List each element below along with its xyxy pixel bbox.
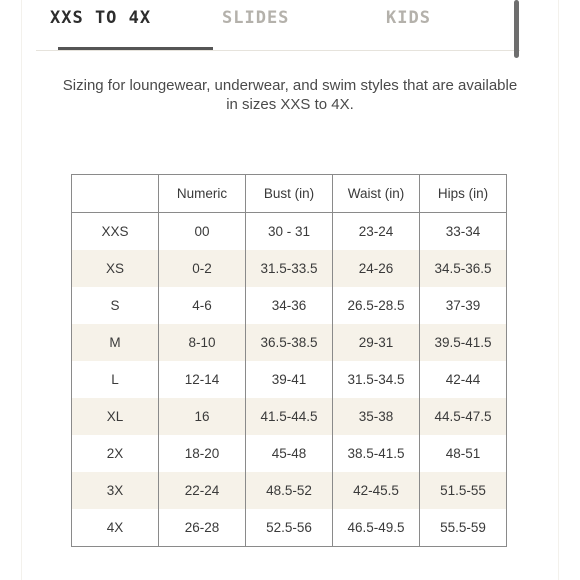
cell-size: XL: [72, 398, 159, 435]
cell-bust: 30 - 31: [246, 213, 333, 251]
cell-size: M: [72, 324, 159, 361]
cell-numeric: 00: [159, 213, 246, 251]
table-row: [72, 435, 507, 472]
cell-waist: 46.5-49.5: [333, 509, 420, 547]
header-size: [72, 175, 159, 213]
table-row: [72, 361, 507, 398]
cell-hips: 48-51: [420, 435, 507, 472]
cell-numeric: 16: [159, 398, 246, 435]
cell-numeric: 8-10: [159, 324, 246, 361]
table-row: [72, 250, 507, 287]
cell-hips: 55.5-59: [420, 509, 507, 547]
cell-numeric: 12-14: [159, 361, 246, 398]
cell-waist: 31.5-34.5: [333, 361, 420, 398]
cell-hips: 39.5-41.5: [420, 324, 507, 361]
table-header-row: [72, 175, 507, 213]
cell-size: XS: [72, 250, 159, 287]
active-tab-indicator: [58, 47, 213, 50]
sizing-description: Sizing for loungewear, underwear, and swim styles that are available in sizes XXS to 4X.: [62, 77, 518, 113]
cell-bust: 48.5-52: [246, 472, 333, 509]
cell-numeric: 22-24: [159, 472, 246, 509]
cell-waist: 29-31: [333, 324, 420, 361]
cell-hips: 42-44: [420, 361, 507, 398]
cell-bust: 31.5-33.5: [246, 250, 333, 287]
tab-kids[interactable]: KIDS: [386, 8, 431, 28]
cell-size: XXS: [72, 213, 159, 251]
table-row: [72, 213, 507, 251]
cell-hips: 44.5-47.5: [420, 398, 507, 435]
cell-bust: 52.5-56: [246, 509, 333, 547]
cell-bust: 34-36: [246, 287, 333, 324]
cell-size: 3X: [72, 472, 159, 509]
cell-size: 2X: [72, 435, 159, 472]
cell-size: 4X: [72, 509, 159, 547]
cell-bust: 39-41: [246, 361, 333, 398]
table-row: [72, 509, 507, 547]
cell-numeric: 4-6: [159, 287, 246, 324]
cell-waist: 23-24: [333, 213, 420, 251]
header-hips: Hips (in): [420, 175, 507, 213]
scrollbar[interactable]: [514, 0, 519, 58]
cell-numeric: 18-20: [159, 435, 246, 472]
size-chart-table: [71, 174, 507, 547]
table-row: [72, 472, 507, 509]
cell-numeric: 26-28: [159, 509, 246, 547]
cell-waist: 26.5-28.5: [333, 287, 420, 324]
cell-waist: 35-38: [333, 398, 420, 435]
cell-bust: 36.5-38.5: [246, 324, 333, 361]
cell-hips: 51.5-55: [420, 472, 507, 509]
cell-hips: 33-34: [420, 213, 507, 251]
header-bust: Bust (in): [246, 175, 333, 213]
cell-hips: 34.5-36.5: [420, 250, 507, 287]
cell-size: L: [72, 361, 159, 398]
cell-bust: 45-48: [246, 435, 333, 472]
cell-waist: 38.5-41.5: [333, 435, 420, 472]
table-row: [72, 324, 507, 361]
table-row: [72, 398, 507, 435]
header-waist: Waist (in): [333, 175, 420, 213]
cell-waist: 24-26: [333, 250, 420, 287]
table-row: [72, 287, 507, 324]
header-numeric: Numeric: [159, 175, 246, 213]
tab-slides[interactable]: SLIDES: [222, 8, 290, 28]
cell-numeric: 0-2: [159, 250, 246, 287]
cell-bust: 41.5-44.5: [246, 398, 333, 435]
cell-size: S: [72, 287, 159, 324]
tab-xxs-to-4x[interactable]: XXS TO 4X: [50, 8, 152, 28]
cell-hips: 37-39: [420, 287, 507, 324]
cell-waist: 42-45.5: [333, 472, 420, 509]
